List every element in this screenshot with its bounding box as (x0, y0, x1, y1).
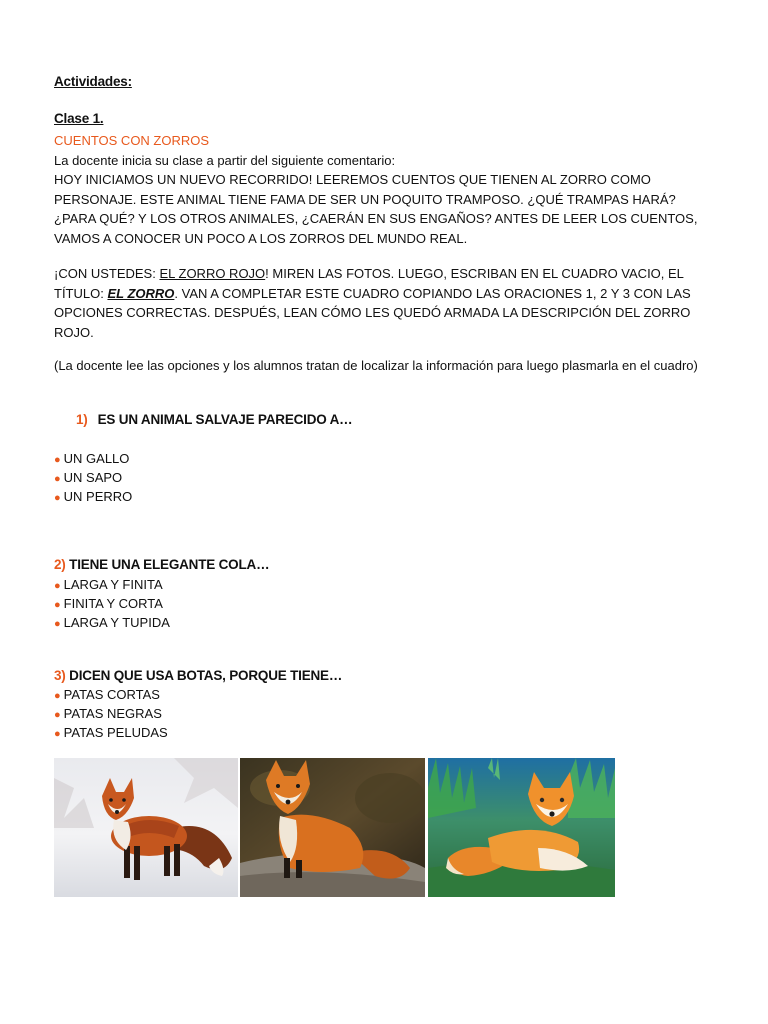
option-text: UN SAPO (63, 470, 123, 486)
list-item (54, 685, 168, 704)
options-list-3 (54, 685, 168, 743)
story-paragraph: HOY INICIAMOS UN NUEVO RECORRIDO! LEEREMOS CUENTOS QUE TIENEN AL ZORRO COMO PERSONAJE. ESTE ANIMAL TIENE FAMA DE SER UN POQUITO TRAMPOSO. ¿QUÉ TRAMPAS HARÁ? ¿PARA QUÉ? Y LOS OTROS ANIMALES, ¿CAERÁN EN SUS ENGAÑOS? ANTES DE LEER LOS CUENTOS, VAMOS A CONOCER UN POCO A LOS ZORROS DEL MUNDO REAL. (54, 172, 698, 246)
list-item (54, 575, 170, 594)
bullet-icon: ● (54, 728, 61, 741)
option-text: FINITA Y CORTA (63, 596, 163, 612)
bullet-icon: ● (54, 709, 61, 722)
question-number: 1) (76, 412, 88, 427)
class-heading: Clase 1. (54, 111, 104, 126)
option-text: PATAS PELUDAS (63, 725, 168, 741)
question-text: TIENE UNA ELEGANTE COLA… (69, 557, 270, 572)
section-subtitle: CUENTOS CON ZORROS (54, 133, 210, 148)
instruction-paragraph (54, 264, 718, 342)
bullet-icon: ● (54, 618, 61, 631)
fox-rock-image (240, 758, 425, 897)
option-text: PATAS CORTAS (63, 687, 160, 702)
question-1 (76, 412, 352, 427)
options-list-1 (54, 449, 132, 507)
question-number: 2) (54, 557, 66, 572)
fox-snow-image (54, 758, 238, 897)
bullet-icon: ● (54, 473, 61, 486)
option-text: PATAS NEGRAS (63, 706, 162, 722)
fox-photo-rock (240, 758, 425, 897)
fox-photo-snow (54, 758, 238, 897)
list-item (54, 468, 132, 487)
fox-photo-grass (428, 758, 615, 897)
question-number: 3) (54, 668, 66, 683)
bullet-icon: ● (54, 690, 61, 702)
bullet-icon: ● (54, 492, 61, 505)
bullet-icon: ● (54, 580, 61, 592)
question-text: DICEN QUE USA BOTAS, PORQUE TIENE… (69, 668, 343, 683)
option-text: UN PERRO (63, 489, 133, 505)
instruction-part1: ¡CON USTEDES: (54, 266, 160, 281)
option-text: LARGA Y FINITA (63, 577, 163, 592)
list-item (54, 449, 132, 468)
instruction-title: EL ZORRO (107, 285, 175, 301)
options-list-2 (54, 575, 170, 633)
teacher-note: (La docente lee las opciones y los alumnos tratan de localizar la información para luego plasmarla en el cuadro) (54, 358, 698, 373)
question-text: ES UN ANIMAL SALVAJE PARECIDO A… (97, 412, 353, 427)
option-text: LARGA Y TUPIDA (63, 615, 170, 631)
instruction-part3: . VAN A COMPLETAR ESTE CUADRO COPIANDO LAS ORACIONES 1, 2 Y 3 CON LAS OPCIONES CORRECTAS. DESPUÉS, LEAN CÓMO LES QUEDÓ ARMADA LA DESCRIPCIÓN DEL ZORRO ROJO. (54, 285, 691, 340)
bullet-icon: ● (54, 454, 61, 466)
instruction-fox-name: EL ZORRO ROJO (159, 266, 266, 281)
instruction-part2: ! MIREN LAS FOTOS. LUEGO, ESCRIBAN EN EL CUADRO VACIO, EL TÍTULO: (54, 266, 684, 301)
list-item (54, 723, 168, 742)
list-item (54, 594, 170, 613)
bullet-icon: ● (54, 599, 61, 612)
question-3 (54, 668, 342, 683)
list-item (54, 613, 170, 632)
list-item (54, 704, 168, 723)
intro-paragraph: La docente inicia su clase a partir del siguiente comentario: (54, 153, 396, 168)
fox-grass-image (428, 758, 615, 897)
list-item (54, 487, 132, 506)
activities-heading: Actividades: (54, 74, 132, 89)
option-text: UN GALLO (63, 451, 130, 466)
question-2 (54, 557, 269, 572)
